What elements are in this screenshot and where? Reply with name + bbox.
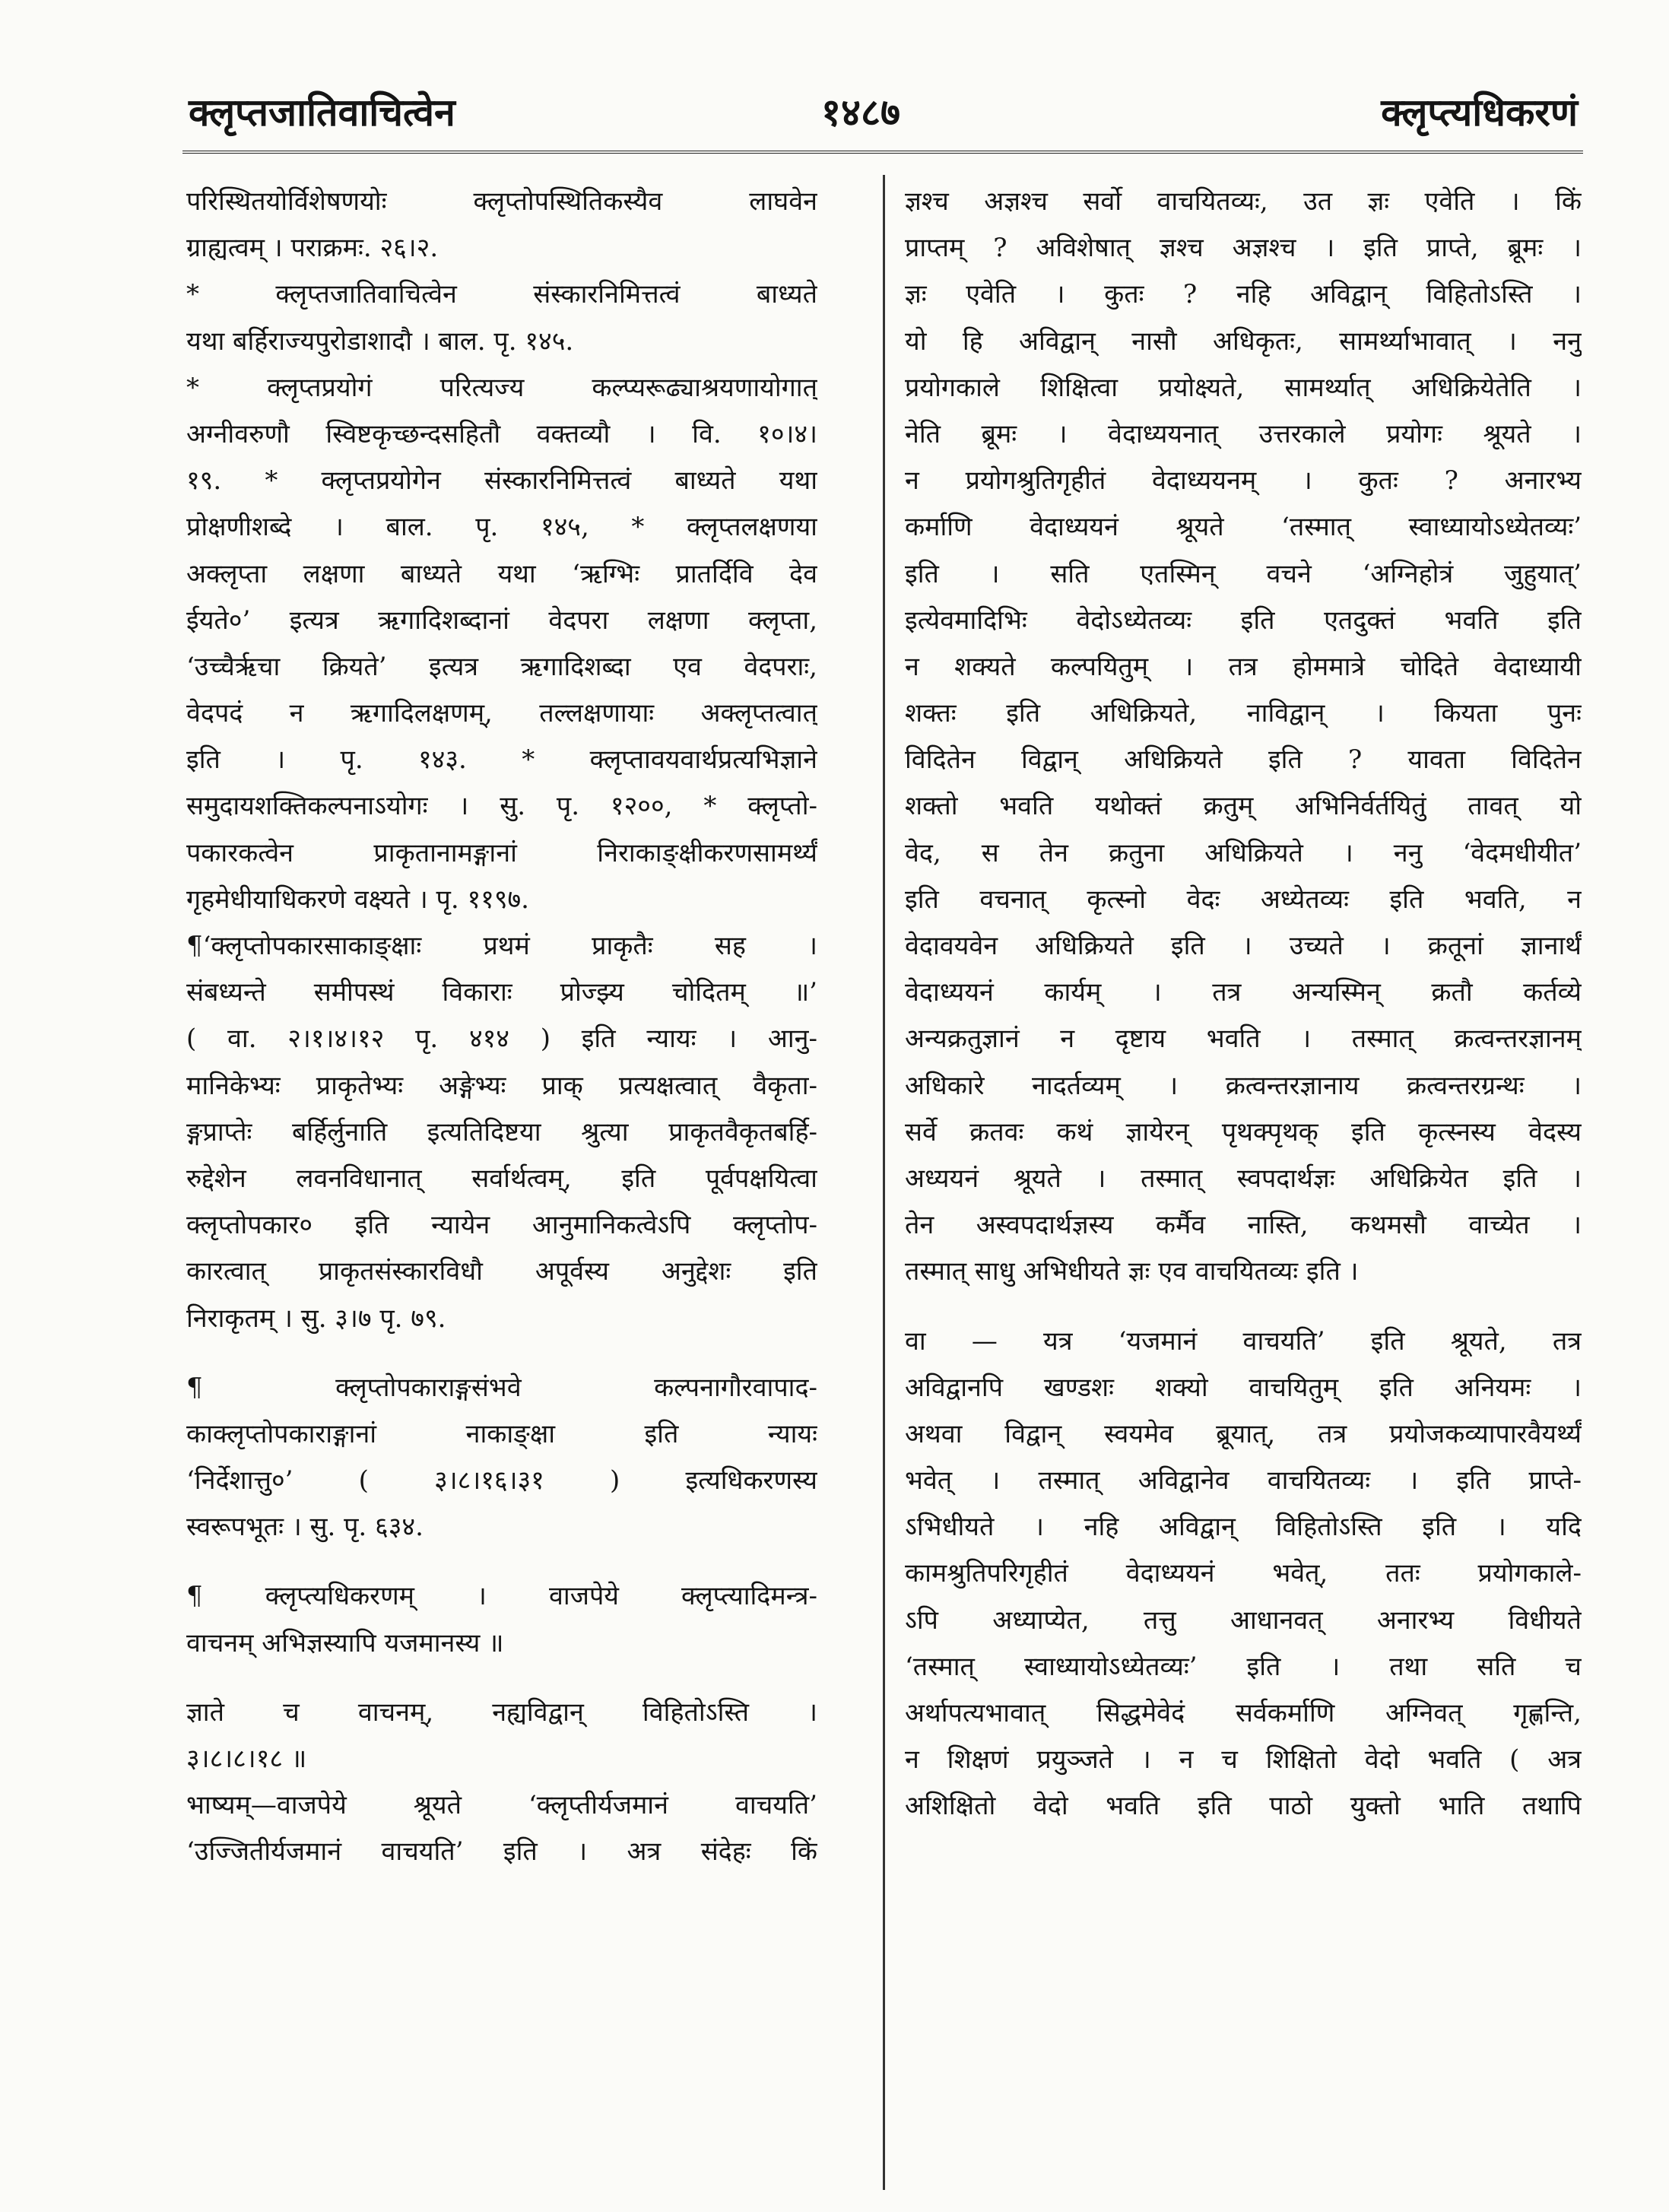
text-line: ज्ञः एवेति । कुतः ? नहि अविद्वान् विहितोऽस्ति । bbox=[905, 279, 1582, 310]
text-line: कारत्वात् प्राकृतसंस्कारविधौ अपूर्वस्य अनुद्देशः इति bbox=[186, 1256, 817, 1287]
text-line: तस्मात् साधु अभिधीयते ज्ञः एव वाचयितव्यः इति । bbox=[905, 1256, 1359, 1287]
text-line: इति वचनात् कृत्स्नो वेदः अध्येतव्यः इति भवति, न bbox=[905, 884, 1582, 915]
text-line: वाचनम् अभिज्ञस्यापि यजमानस्य ॥ bbox=[186, 1627, 504, 1658]
text-line: भाष्यम्—वाजपेये श्रूयते ‘क्लृप्तीर्यजमानं वाचयति’ bbox=[186, 1790, 817, 1821]
paragraph-gap bbox=[186, 1667, 817, 1690]
text-line: क्लृप्तोपकार० इति न्यायेन आनुमानिकत्वेऽपि क्लृप्तोप- bbox=[186, 1210, 817, 1241]
text-line: अन्यक्रतुज्ञानं न दृष्टाय भवति । तस्मात् क्रत्वन्तरज्ञानम् bbox=[905, 1023, 1582, 1055]
text-line: समुदायशक्तिकल्पनाऽयोगः । सु. पृ. १२००, * क्लृप्तो- bbox=[186, 791, 817, 822]
text-line: ज्ञश्च अज्ञश्च सर्वो वाचयितव्यः, उत ज्ञः एवेति । किं bbox=[905, 186, 1582, 217]
text-line: मानिकेभ्यः प्राकृतेभ्यः अङ्गेभ्यः प्राक् प्रत्यक्षत्वात् वैकृता- bbox=[186, 1070, 817, 1101]
running-head-right: क्लृप्त्यधिकरणं bbox=[1381, 90, 1578, 135]
paragraph-gap bbox=[905, 1296, 1582, 1319]
text-line: ‘तस्मात् स्वाध्यायोऽध्येतव्यः’ इति । तथा सति च bbox=[905, 1651, 1582, 1682]
text-line: प्रयोगकाले शिक्षित्वा प्रयोक्ष्यते, सामर्थ्यात् अधिक्रियेतेति । bbox=[905, 372, 1582, 403]
text-line: अर्थापत्यभावात् सिद्धमेवेदं सर्वकर्माणि अग्निवत् गृह्णन्ति, bbox=[905, 1698, 1582, 1728]
text-line: रुद्देशेन लवनविधानात् सर्वार्थत्वम्, इति पूर्वपक्षयित्वा bbox=[186, 1163, 817, 1194]
text-line: इत्येवमादिभिः वेदोऽध्येतव्यः इति एतदुक्तं भवति इति bbox=[905, 605, 1582, 636]
header-rule bbox=[182, 151, 1583, 154]
page-number: १४८७ bbox=[821, 90, 900, 135]
text-line: संबध्यन्ते समीपस्थं विकाराः प्रोज्झ्य चोदितम् ॥’ bbox=[186, 977, 817, 1008]
text-line: ( वा. २।१।४।१२ पृ. ४१४ ) इति न्यायः । आनु- bbox=[186, 1023, 817, 1055]
column-divider bbox=[883, 175, 885, 2190]
text-line: प्रोक्षणीशब्दे । बाल. पृ. १४५, * क्लृप्तलक्षणया bbox=[186, 512, 817, 543]
text-line: ३।८।८।१८ ॥ bbox=[186, 1744, 307, 1774]
text-line: कामश्रुतिपरिगृहीतं वेदाध्ययनं भवेत्, ततः प्रयोगकाले- bbox=[905, 1558, 1582, 1589]
right-column bbox=[905, 179, 1582, 2194]
text-line: न प्रयोगश्रुतिगृहीतं वेदाध्ययनम् । कुतः ? अनारभ्य bbox=[905, 465, 1582, 497]
text-line: भवेत् । तस्मात् अविद्वानेव वाचयितव्यः । इति प्राप्ते- bbox=[905, 1465, 1582, 1496]
text-line: वेदाध्ययनं कार्यम् । तत्र अन्यस्मिन् क्रतौ कर्तव्ये bbox=[905, 977, 1582, 1008]
text-line: काक्लृप्तोपकाराङ्गानां नाकाङ्क्षा इति न्यायः bbox=[186, 1418, 817, 1449]
text-line: परिस्थितयोर्विशेषणयोः क्लृप्तोपस्थितिकस्यैव लाघवेन bbox=[186, 186, 817, 217]
text-line: नेति ब्रूमः । वेदाध्ययनात् उत्तरकाले प्रयोगः श्रूयते । bbox=[905, 418, 1582, 449]
text-line: अविद्वानपि खण्डशः शक्यो वाचयितुम् इति अनियमः । bbox=[905, 1372, 1582, 1403]
text-line: यो हि अविद्वान् नासौ अधिकृतः, सामर्थ्याभावात् । ननु bbox=[905, 325, 1582, 357]
text-line: तेन अस्वपदार्थज्ञस्य कर्मैव नास्ति, कथमसौ वाच्येत । bbox=[905, 1210, 1582, 1241]
text-line: ¶ क्लृप्त्यधिकरणम् । वाजपेये क्लृप्त्यादिमन्त्र- bbox=[186, 1581, 817, 1612]
text-line: * क्लृप्तप्रयोगं परित्यज्य कल्प्यरूढ्याश्रयणायोगात् bbox=[186, 372, 817, 403]
text-line: अग्नीवरुणौ स्विष्टकृच्छन्दसहितौ वक्तव्यौ । वि. १०।४। bbox=[186, 418, 817, 449]
left-column bbox=[186, 179, 817, 2194]
text-line: ग्राह्यत्वम् । पराक्रमः. २६।२. bbox=[186, 233, 439, 264]
paragraph-gap bbox=[186, 1550, 817, 1573]
text-line: अक्लृप्ता लक्षणा बाध्यते यथा ‘ऋग्भिः प्रातर्दिवि देव bbox=[186, 558, 817, 589]
text-line: अध्ययनं श्रूयते । तस्मात् स्वपदार्थज्ञः अधिक्रियेत इति । bbox=[905, 1163, 1582, 1194]
text-line: यथा बर्हिराज्यपुरोडाशादौ । बाल. पृ. १४५. bbox=[186, 325, 574, 357]
text-line: ‘उच्चैर्ऋचा क्रियते’ इत्यत्र ऋगादिशब्दा एव वेदपराः, bbox=[186, 651, 817, 682]
text-line: ज्ञाते च वाचनम्, नह्यविद्वान् विहितोऽस्ति । bbox=[186, 1696, 817, 1728]
text-line: गृहमेधीयाधिकरणे वक्ष्यते । पृ. ११९७. bbox=[186, 884, 529, 915]
text-line: शक्तः इति अधिक्रियते, नाविद्वान् । कियता पुनः bbox=[905, 698, 1582, 729]
text-line: १९. * क्लृप्तप्रयोगेन संस्कारनिमित्तत्वं बाध्यते यथा bbox=[186, 465, 817, 497]
text-line: न शक्यते कल्पयितुम् । तत्र होममात्रे चोदिते वेदाध्यायी bbox=[905, 651, 1582, 682]
text-line: निराकृतम् । सु. ३।७ पृ. ७९. bbox=[186, 1303, 446, 1334]
text-line: ऽपि अध्याप्येत, तत्तु आधानवत् अनारभ्य विधीयते bbox=[905, 1604, 1582, 1636]
text-line: कर्माणि वेदाध्ययनं श्रूयते ‘तस्मात् स्वाध्यायोऽध्येतव्यः’ bbox=[905, 512, 1582, 543]
text-line: अशिक्षितो वेदो भवति इति पाठो युक्तो भाति तथापि bbox=[905, 1791, 1582, 1822]
text-line: ऽभिधीयते । नहि अविद्वान् विहितोऽस्ति इति । यदि bbox=[905, 1512, 1582, 1543]
text-line: ¶‘क्लृप्तोपकारसाकाङ्क्षाः प्रथमं प्राकृतैः सह । bbox=[186, 931, 817, 961]
text-line: ¶ क्लृप्तोपकाराङ्गसंभवे कल्पनागौरवापाद- bbox=[186, 1372, 817, 1403]
text-line: वा — यत्र ‘यजमानं वाचयति’ इति श्रूयते, तत्र bbox=[905, 1325, 1582, 1357]
text-line: * क्लृप्तजातिवाचित्वेन संस्कारनिमित्तत्वं बाध्यते bbox=[186, 279, 817, 310]
paragraph-gap bbox=[186, 1342, 817, 1365]
text-line: ‘निर्देशात्तु०’ ( ३।८।१६।३१ ) इत्यधिकरणस्य bbox=[186, 1465, 817, 1496]
text-line: अथवा विद्वान् स्वयमेव ब्रूयात्, तत्र प्रयोजकव्यापारवैयर्थ्यं bbox=[905, 1418, 1582, 1449]
text-line: प्राप्तम् ? अविशेषात् ज्ञश्च अज्ञश्च । इति प्राप्ते, ब्रूमः । bbox=[905, 233, 1582, 264]
text-line: वेदावयवेन अधिक्रियते इति । उच्यते । क्रतूनां ज्ञानार्थं bbox=[905, 931, 1582, 961]
text-line: इति । सति एतस्मिन् वचने ‘अग्निहोत्रं जुहुयात्’ bbox=[905, 558, 1582, 589]
text-line: वेदपदं न ऋगादिलक्षणम्, तल्लक्षणायाः अक्लृप्तत्वात् bbox=[186, 698, 817, 729]
text-line: ‘उज्जितीर्यजमानं वाचयति’ इति । अत्र संदेहः किं bbox=[186, 1836, 817, 1868]
running-head-left: क्लृप्तजातिवाचित्वेन bbox=[189, 90, 455, 135]
text-line: ङ्गप्राप्तेः बर्हिर्लुनाति इत्यतिदिष्टया श्रुत्या प्राकृतवैकृतबर्हि- bbox=[186, 1116, 817, 1147]
text-line: सर्वे क्रतवः कथं ज्ञायेरन् पृथक्पृथक् इति कृत्स्नस्य वेदस्य bbox=[905, 1116, 1582, 1147]
text-line: वेद, स तेन क्रतुना अधिक्रियते । ननु ‘वेदमधीयीत’ bbox=[905, 837, 1582, 868]
text-line: स्वरूपभूतः । सु. पृ. ६३४. bbox=[186, 1512, 424, 1543]
text-line: न शिक्षणं प्रयुञ्जते । न च शिक्षितो वेदो भवति ( अत्र bbox=[905, 1744, 1582, 1776]
text-line: विदितेन विद्वान् अधिक्रियते इति ? यावता विदितेन bbox=[905, 744, 1582, 776]
text-line: पकारकत्वेन प्राकृतानामङ्गानां निराकाङ्क्षीकरणसामर्थ्यं bbox=[186, 837, 817, 868]
text-line: अधिकारे नादर्तव्यम् । क्रत्वन्तरज्ञानाय क्रत्वन्तरग्रन्थः । bbox=[905, 1070, 1582, 1101]
text-line: ईयते०’ इत्यत्र ऋगादिशब्दानां वेदपरा लक्षणा क्लृप्ता, bbox=[186, 605, 817, 636]
text-line: इति । पृ. १४३. * क्लृप्तावयवार्थप्रत्यभिज्ञाने bbox=[186, 744, 817, 776]
text-line: शक्तो भवति यथोक्तं क्रतुम् अभिनिर्वर्तयितुं तावत् यो bbox=[905, 791, 1582, 822]
